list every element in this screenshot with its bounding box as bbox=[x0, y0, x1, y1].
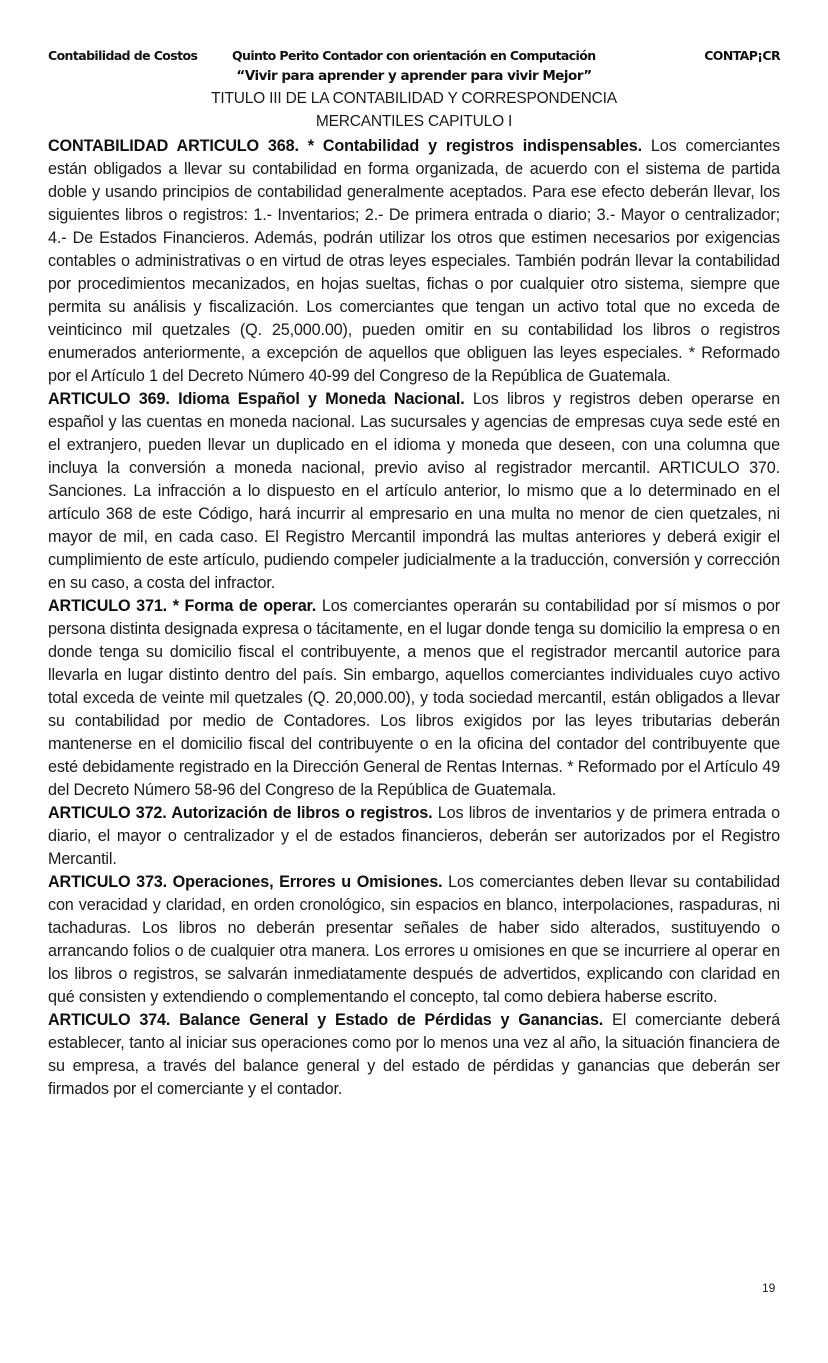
document-body bbox=[48, 135, 780, 1101]
article-372 bbox=[48, 802, 780, 871]
article-368 bbox=[48, 135, 780, 388]
article-heading: ARTICULO 374. Balance General y Estado de Pérdidas y Ganancias. bbox=[48, 1011, 604, 1029]
program-name: Quinto Perito Contador con orientación en Computación bbox=[232, 48, 596, 63]
running-header bbox=[48, 48, 780, 68]
article-text: Los comerciantes operarán su contabilidad por sí mismos o por persona distinta designada expresa o tácitamente, en el lugar donde tenga su domicilio la empresa o en donde tenga su domicilio fiscal el contribuyente, a menos que el registrador mercantil autorice para llevarla en lugar distinto dentro del país. Sin embargo, aquellos comerciantes individuales cuyo activo total exceda de veinte mil quetzales (Q. 20,000.00), y toda sociedad mercantil, están obligados a llevar su contabilidad por medio de Contadores. Los libros exigidos por las leyes tributarias deberán mantenerse en el domicilio fiscal del contribuyente o en la oficina del contador del contribuyente que esté debidamente registrado en la Dirección General de Rentas Internas. * Reformado por el Artículo 49 del Decreto Número 58-96 del Congreso de la República de Guatemala. bbox=[48, 597, 780, 799]
article-text: Los libros de inventarios y de primera entrada o diario, el mayor o centralizador y el de estados financieros, deberán ser autorizados por el Registro Mercantil. bbox=[48, 804, 781, 868]
title-line-2: MERCANTILES CAPITULO I bbox=[315, 113, 513, 130]
article-text: Los comerciantes deben llevar su contabilidad con veracidad y claridad, en orden cronológico, sin espacios en blanco, interpolaciones, raspaduras, ni tachaduras. Los libros no deberán presentar señales de haber sido alterados, sustituyendo o arrancando folios o de cualquier otra manera. Los errores u omisiones en que se incurriere al operar en los libros o registros, se salvarán inmediatamente después de advertidos, explicando con claridad en qué consisten y extendiendo o complementando el concepto, tal como debiera haberse escrito. bbox=[48, 873, 780, 1006]
school-name: CONTAP¡CR bbox=[704, 48, 780, 63]
motto: “Vivir para aprender y aprender para vivir Mejor” bbox=[236, 68, 592, 84]
article-heading: ARTICULO 371. * Forma de operar. bbox=[48, 597, 317, 615]
course-name: Contabilidad de Costos bbox=[48, 48, 198, 63]
title-line-1: TITULO III DE LA CONTABILIDAD Y CORRESPONDENCIA bbox=[211, 90, 617, 107]
article-heading: CONTABILIDAD ARTICULO 368. * Contabilidad y registros indispensables. bbox=[48, 137, 642, 155]
article-text: Los libros y registros deben operarse en español y las cuentas en moneda nacional. Las sucursales y agencias de empresas cuya sede esté en el extranjero, pueden llevar un duplicado en el idioma y moneda que deseen, con una columna que incluya la conversión a moneda nacional, previo aviso al registrador mercantil. ARTICULO 370. Sanciones. La infracción a lo dispuesto en el artículo anterior, lo mismo que a lo determinado en el artículo 368 de este Código, hará incurrir al empresario en una multa no menor de cien quetzales, ni mayor de mil, en cada caso. El Registro Mercantil impondrá las multas anteriores y deberá exigir el cumplimiento de este artículo, pudiendo compeler judicialmente a la traducción, conversión y corrección en su caso, a costa del infractor. bbox=[48, 390, 780, 592]
article-374 bbox=[48, 1009, 780, 1101]
page-number: 19 bbox=[762, 1281, 776, 1295]
article-heading: ARTICULO 372. Autorización de libros o registros. bbox=[48, 804, 433, 822]
article-text: El comerciante deberá establecer, tanto al iniciar sus operaciones como por lo menos una vez al año, la situación financiera de su empresa, a través del balance general y del estado de pérdidas y ganancias que deberán ser firmados por el comerciante y el contador. bbox=[48, 1011, 780, 1098]
article-371 bbox=[48, 595, 780, 802]
article-373 bbox=[48, 871, 780, 1009]
article-heading: ARTICULO 369. Idioma Español y Moneda Nacional. bbox=[48, 390, 465, 408]
article-heading: ARTICULO 373. Operaciones, Errores u Omisiones. bbox=[48, 873, 443, 891]
article-text: Los comerciantes están obligados a llevar su contabilidad en forma organizada, de acuerdo con el sistema de partida doble y usando principios de contabilidad generalmente aceptados. Para ese efecto deberán llevar, los siguientes libros o registros: 1.- Inventarios; 2.- De primera entrada o diario; 3.- Mayor o centralizador; 4.- De Estados Financieros. Además, podrán utilizar los otros que estimen necesarios por exigencias contables o administrativas o en virtud de otras leyes especiales. También podrán llevar la contabilidad por procedimientos mecanizados, en hojas sueltas, fichas o por cualquier otro sistema, siempre que permita su análisis y fiscalización. Los comerciantes que tengan un activo total que no exceda de veinticinco mil quetzales (Q. 25,000.00), pueden omitir en su contabilidad los libros o registros enumerados anteriormente, a excepción de aquellos que obliguen las leyes especiales. * Reformado por el Artículo 1 del Decreto Número 40-99 del Congreso de la República de Guatemala. bbox=[48, 137, 780, 385]
article-369 bbox=[48, 388, 780, 595]
